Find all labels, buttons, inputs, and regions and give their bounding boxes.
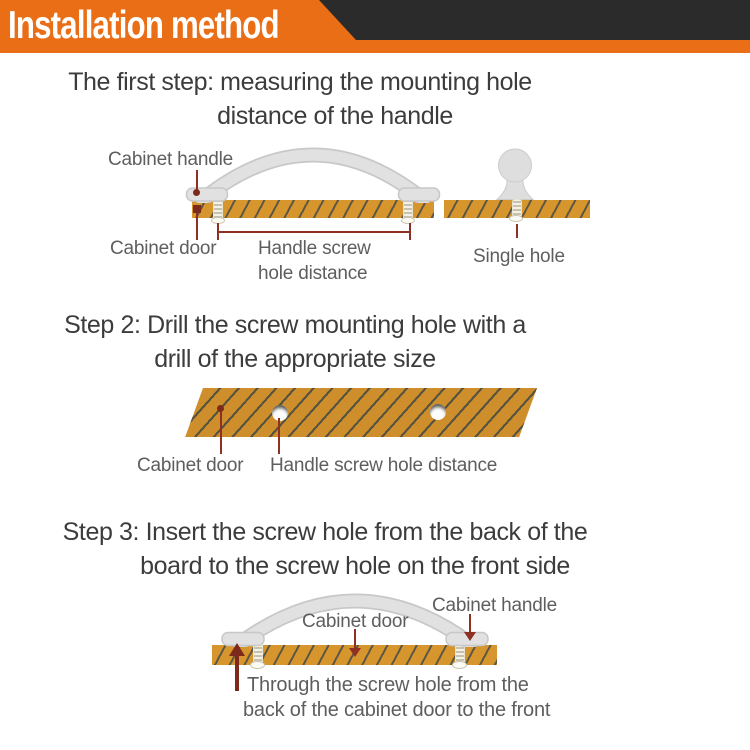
single-hole-pointer-line	[516, 224, 518, 238]
down-arrow-icon	[464, 632, 476, 641]
step3-through-label-line2: back of the cabinet door to the front	[243, 699, 551, 721]
header-title: Installation method	[8, 4, 279, 47]
screw-head-icon	[509, 215, 523, 222]
screw-head-icon	[452, 661, 467, 669]
drilled-hole-icon	[430, 404, 446, 420]
step1-screw-distance-label-line2: hole distance	[258, 263, 368, 284]
screw-head-icon	[250, 661, 265, 669]
step3-title-line2: board to the screw hole on the front side	[140, 552, 570, 580]
step1-cabinet-door-label: Cabinet door	[110, 238, 217, 259]
pointer-dot-icon	[217, 405, 224, 412]
step1-cabinet-handle-label: Cabinet handle	[108, 149, 234, 170]
down-arrow-icon	[349, 648, 361, 657]
step1-screw-distance-label-line1: Handle screw	[258, 238, 371, 259]
single-hole-knob-illustration	[493, 148, 537, 200]
screw-head-icon	[401, 217, 415, 224]
dimension-tick-right	[409, 223, 411, 240]
cabinet-door-pointer-line	[220, 412, 222, 454]
cabinet-handle-pointer-line	[196, 170, 198, 191]
step1-single-hole-label: Single hole	[473, 246, 565, 267]
up-arrow-shaft	[235, 655, 239, 691]
step3-cabinet-handle-label: Cabinet handle	[432, 595, 558, 616]
pointer-dot-icon	[193, 189, 200, 196]
header-banner	[0, 0, 750, 53]
step2-cabinet-door-label: Cabinet door	[137, 455, 244, 476]
step2-screw-distance-label: Handle screw hole distance	[270, 455, 498, 476]
hole-pointer-line	[278, 418, 280, 454]
step2-cabinet-door-board	[185, 388, 537, 437]
step3-cabinet-door-label: Cabinet door	[302, 611, 409, 632]
step2-title-line2: drill of the appropriate size	[154, 345, 436, 373]
step3-title-line1: Step 3: Insert the screw hole from the back of the	[62, 518, 588, 546]
step2-title-line1: Step 2: Drill the screw mounting hole with a	[64, 311, 526, 339]
header-dark-ribbon	[319, 0, 750, 40]
cabinet-door-pointer-line	[196, 213, 198, 240]
step1-title-line1: The first step: measuring the mounting hole	[68, 68, 532, 96]
pointer-dot-icon	[193, 205, 201, 213]
drilled-hole-icon	[272, 405, 288, 421]
step1-title-line2: distance of the handle	[217, 102, 453, 130]
dimension-tick-left	[217, 223, 219, 240]
step3-through-label-line1: Through the screw hole from the	[247, 674, 529, 696]
dimension-line	[218, 231, 410, 233]
